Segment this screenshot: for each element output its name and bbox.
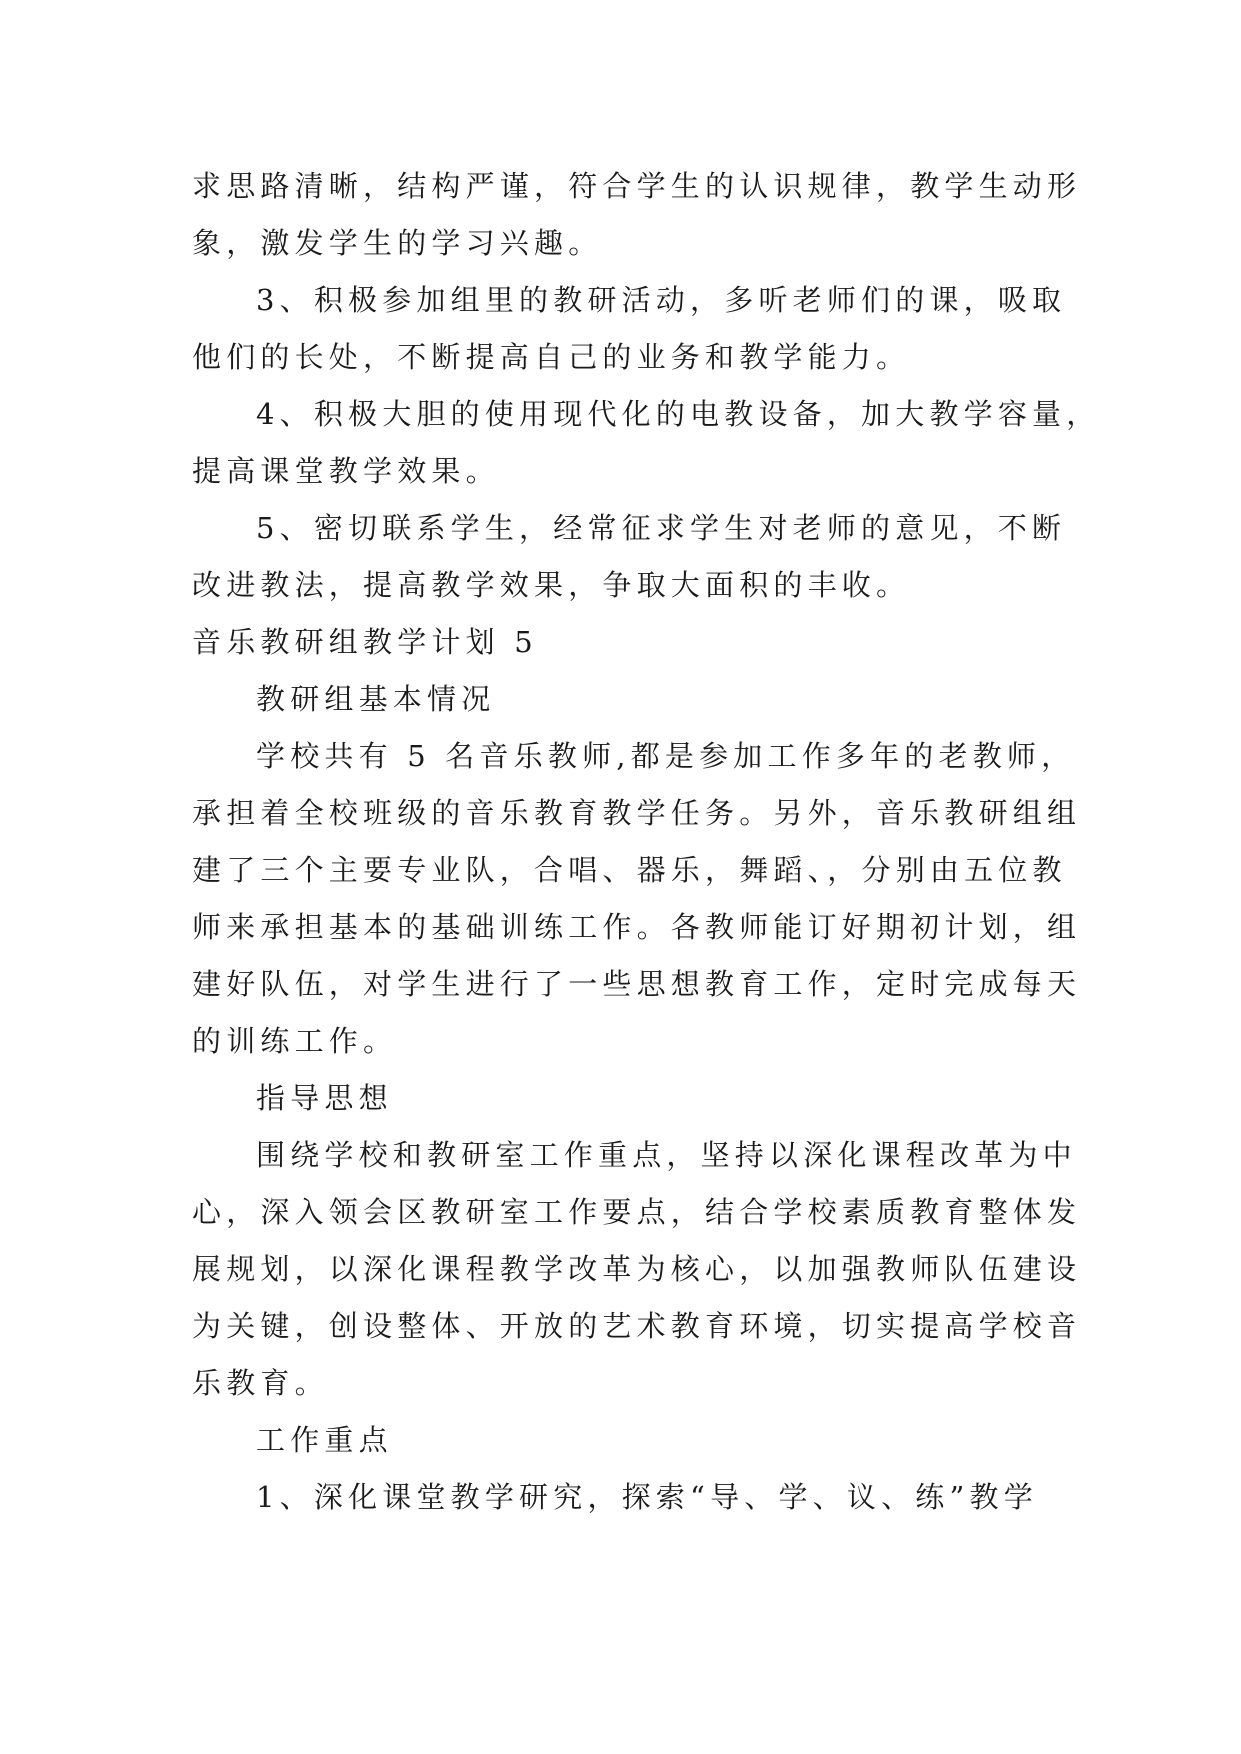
text-line: 为关键，创设整体、开放的艺术教育环境，切实提高学校音 (192, 1309, 1082, 1343)
text-line: 他们的长处，不断提高自己的业务和教学能力。 (192, 340, 911, 374)
text-line: 5、密切联系学生，经常征求学生对老师的意见，不断 (256, 511, 1067, 545)
sub-heading: 指导思想 (256, 1081, 393, 1115)
text-line: 3、积极参加组里的教研活动，多听老师们的课，吸取 (256, 283, 1067, 317)
text-line: 1、深化课堂教学研究，探索“导、学、议、练”教学 (256, 1480, 1038, 1514)
text-line: 围绕学校和教研室工作重点，坚持以深化课程改革为中 (256, 1138, 1077, 1172)
text-line: 改进教法，提高教学效果，争取大面积的丰收。 (192, 568, 911, 602)
text-line: 展规划，以深化课程教学改革为核心，以加强教师队伍建设 (192, 1252, 1082, 1286)
text-line: 心，深入领会区教研室工作要点，结合学校素质教育整体发 (192, 1195, 1082, 1229)
text-line: 的训练工作。 (192, 1024, 398, 1058)
text-line: 建了三个主要专业队，合唱、器乐，舞蹈、，分别由五位教 (192, 853, 1067, 887)
text-line: 求思路清晰，结构严谨，符合学生的认识规律，教学生动形 (192, 169, 1082, 203)
sub-heading: 工作重点 (256, 1423, 393, 1457)
sub-heading: 教研组基本情况 (256, 682, 496, 716)
text-line: 提高课堂教学效果。 (192, 454, 500, 488)
text-line: 4、积极大胆的使用现代化的电教设备，加大教学容量， (256, 397, 1101, 431)
text-line: 建好队伍，对学生进行了一些思想教育工作，定时完成每天 (192, 967, 1082, 1001)
text-line: 乐教育。 (192, 1366, 329, 1400)
text-line: 承担着全校班级的音乐教育教学任务。另外，音乐教研组组 (192, 796, 1082, 830)
text-line: 学校共有 5 名音乐教师,都是参加工作多年的老教师， (256, 739, 1076, 773)
text-line: 师来承担基本的基础训练工作。各教师能订好期初计划，组 (192, 910, 1082, 944)
section-heading: 音乐教研组教学计划 5 (192, 625, 538, 659)
text-line: 象，激发学生的学习兴趣。 (192, 226, 603, 260)
